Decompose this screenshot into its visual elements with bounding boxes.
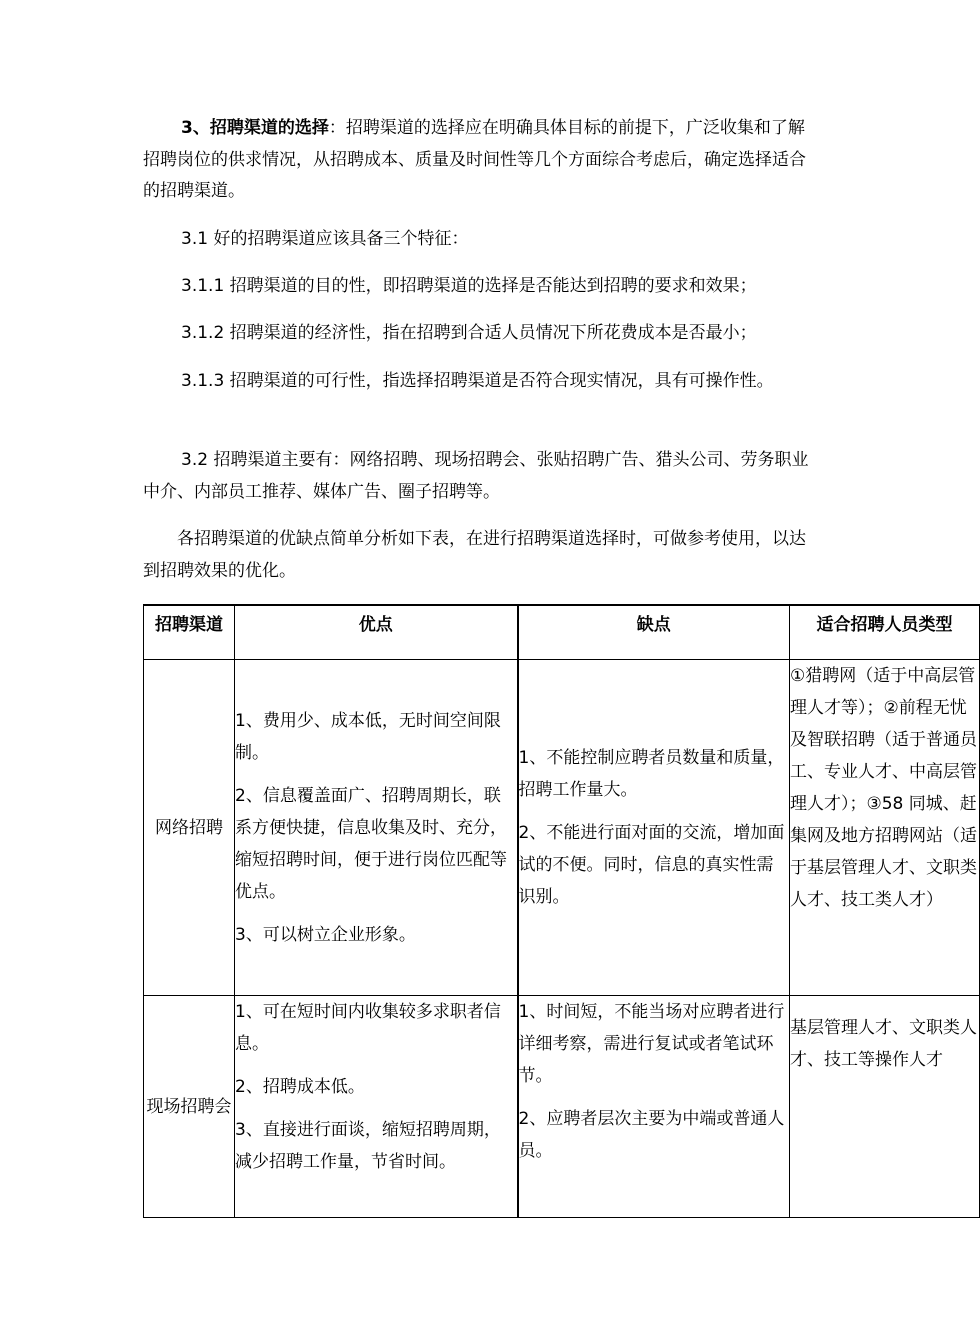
section-heading-text: ：招聘渠道的选择应在明确具体目标的前提下，广泛收集和了解招聘岗位的供求情况，从招聘成本、质量及时间性等几个方面综合考虑后，确定选择适合的招聘渠道。 bbox=[143, 118, 806, 201]
header-suitable: 适合招聘人员类型 bbox=[790, 605, 980, 660]
channel-name: 现场招聘会 bbox=[144, 996, 235, 1218]
cons-cell bbox=[518, 996, 790, 1218]
main-channels-paragraph: 3.2 招聘渠道主要有：网络招聘、现场招聘会、张贴招聘广告、猎头公司、劳务职业中介、内部员工推荐、媒体广告、圈子招聘等。 bbox=[143, 450, 809, 502]
cons-item: 1、时间短，不能当场对应聘者进行详细考察，需进行复试或者笔试环节。 bbox=[518, 1002, 785, 1086]
section-heading-paragraph bbox=[143, 113, 810, 208]
suitable-cell: 基层管理人才、文职类人才、技工等操作人才 bbox=[790, 996, 980, 1218]
pros-item: 2、招聘成本低。 bbox=[235, 1077, 365, 1097]
pros-item: 3、可以树立企业形象。 bbox=[235, 924, 416, 945]
feature-feasibility: 3.1.3 招聘渠道的可行性，指选择招聘渠道是否符合现实情况，具有可操作性。 bbox=[181, 371, 774, 391]
pros-cell bbox=[235, 660, 518, 996]
pros-item: 1、可在短时间内收集较多求职者信息。 bbox=[235, 1002, 501, 1054]
header-cons: 缺点 bbox=[518, 605, 790, 660]
cons-item: 2、不能进行面对面的交流，增加面试的不便。同时，信息的真实性需识别。 bbox=[518, 823, 785, 907]
suitable-cell: ①猎聘网（适于中高层管理人才等）；②前程无忧及智联招聘（适于普通员工、专业人才、中高层管理人才）；③58 同城、赶集网及地方招聘网站（适于基层管理人才、文职类人才、技工类人才） bbox=[790, 660, 980, 996]
header-channel: 招聘渠道 bbox=[144, 605, 235, 660]
pros-cell bbox=[235, 996, 518, 1218]
pros-item: 1、费用少、成本低，无时间空间限制。 bbox=[235, 710, 501, 763]
channel-name: 网络招聘 bbox=[144, 660, 235, 996]
analysis-intro-paragraph: 各招聘渠道的优缺点简单分析如下表，在进行招聘渠道选择时，可做参考使用，以达到招聘效果的优化。 bbox=[143, 529, 806, 581]
table-row bbox=[144, 996, 980, 1218]
table-header-row bbox=[144, 605, 980, 660]
header-pros: 优点 bbox=[235, 605, 518, 660]
cons-item: 1、不能控制应聘者员数量和质量，招聘工作量大。 bbox=[518, 748, 785, 800]
feature-economy: 3.1.2 招聘渠道的经济性，指在招聘到合适人员情况下所花费成本是否最小； bbox=[181, 323, 757, 343]
table-row bbox=[144, 660, 980, 996]
recruitment-channels-table bbox=[143, 604, 980, 1218]
features-intro: 3.1 好的招聘渠道应该具备三个特征： bbox=[181, 229, 469, 249]
section-heading: 3、招聘渠道的选择 bbox=[181, 118, 329, 138]
feature-purpose: 3.1.1 招聘渠道的目的性，即招聘渠道的选择是否能达到招聘的要求和效果； bbox=[181, 276, 757, 296]
cons-item: 2、应聘者层次主要为中端或普通人员。 bbox=[518, 1109, 785, 1161]
cons-cell bbox=[518, 660, 790, 996]
pros-item: 2、信息覆盖面广、招聘周期长，联系方便快捷，信息收集及时、充分，缩短招聘时间，便于进行岗位匹配等优点。 bbox=[235, 785, 507, 902]
pros-item: 3、直接进行面谈，缩短招聘周期，减少招聘工作量，节省时间。 bbox=[235, 1120, 501, 1172]
